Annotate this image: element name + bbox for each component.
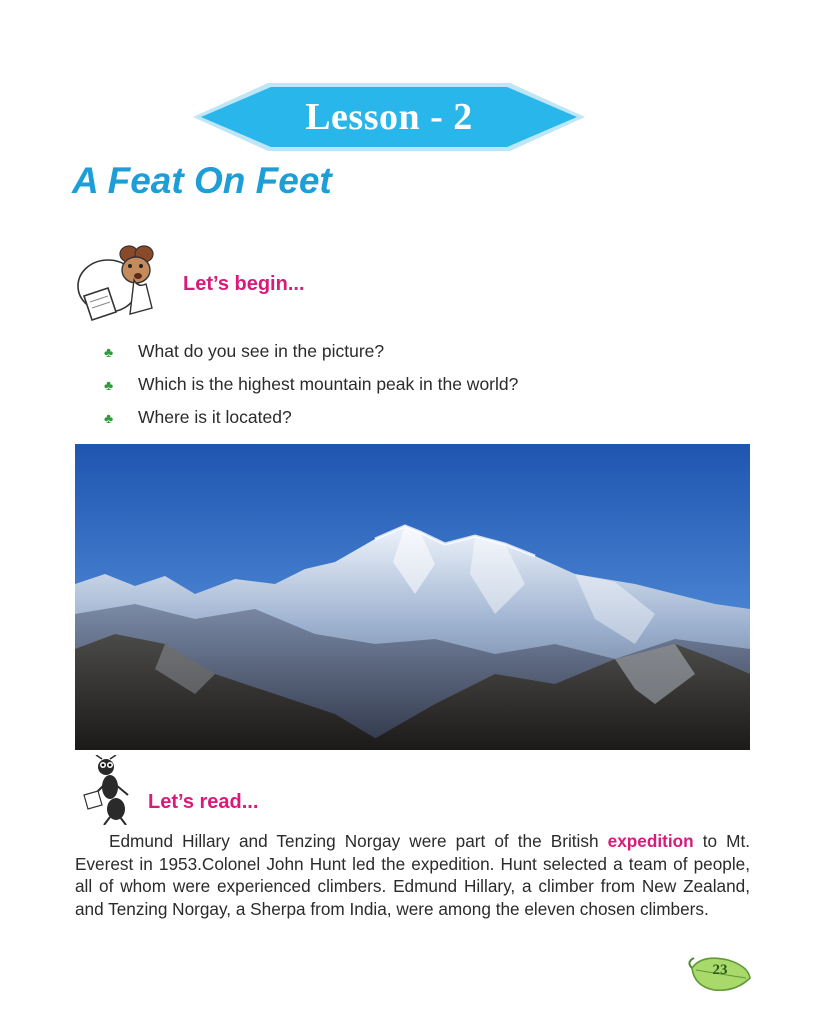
- club-bullet-icon: ♣: [104, 376, 114, 393]
- question-list: [104, 335, 518, 434]
- question-text: Which is the highest mountain peak in the world?: [138, 374, 519, 394]
- page-title: A Feat On Feet: [72, 160, 332, 201]
- page-number: 23: [712, 962, 728, 978]
- list-item: [104, 401, 518, 434]
- list-item: [104, 368, 518, 401]
- paragraph-text: to Mt. Everest in 1953.Colonel John Hunt led the expedition. Hunt selected a team of people, all of whom were experienced climbers. Edmund Hillary, a climber from New Zealand, and Tenzing Norgay, a Sherpa from India, were among the eleven chosen climbers.: [75, 831, 750, 919]
- list-item: [104, 335, 518, 368]
- lets-read-heading: Let’s read...: [148, 791, 259, 813]
- mountain-photo: [75, 444, 750, 750]
- lets-begin-heading: Let’s begin...: [183, 273, 305, 295]
- ant-mascot-icon: [80, 755, 145, 825]
- lesson-banner: [193, 82, 585, 152]
- reading-paragraph: [75, 830, 750, 920]
- question-text: Where is it located?: [138, 407, 292, 427]
- mountain-illustration: [75, 444, 750, 750]
- paragraph-text: Edmund Hillary and Tenzing Norgay were part of the British: [109, 831, 608, 851]
- club-bullet-icon: ♣: [104, 409, 114, 426]
- reading-mascot-icon: [72, 244, 182, 324]
- club-bullet-icon: ♣: [104, 343, 114, 360]
- lesson-label: Lesson - 2: [305, 96, 473, 138]
- highlight-word: expedition: [607, 831, 694, 851]
- question-text: What do you see in the picture?: [138, 341, 385, 361]
